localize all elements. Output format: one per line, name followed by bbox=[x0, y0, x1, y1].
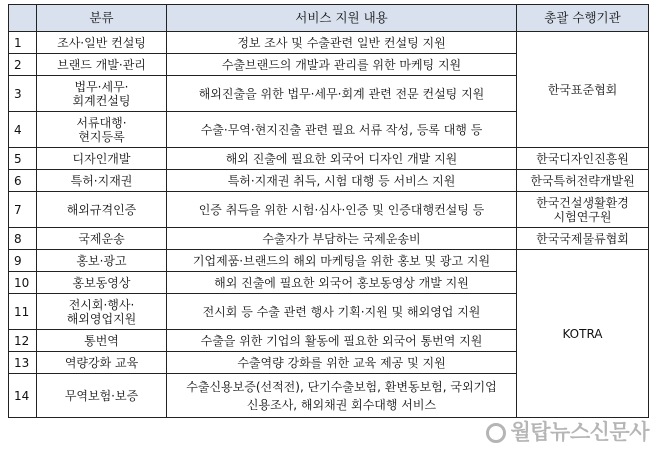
table-row bbox=[9, 250, 649, 272]
row-content: 인증 취득을 위한 시험·심사·인증 및 인증대행컨설팅 등 bbox=[167, 192, 517, 228]
row-category: 홍보·광고 bbox=[37, 250, 167, 272]
row-content: 수출브랜드의 개발과 관리를 위한 마케팅 지원 bbox=[167, 54, 517, 76]
row-content: 해외 진출에 필요한 외국어 홍보동영상 개발 지원 bbox=[167, 272, 517, 294]
row-category: 역량강화 교육 bbox=[37, 352, 167, 374]
row-agency: 한국디자인진흥원 bbox=[517, 148, 649, 170]
row-category: 통번역 bbox=[37, 330, 167, 352]
row-content: 수출자가 부담하는 국제운송비 bbox=[167, 228, 517, 250]
header-content: 서비스 지원 내용 bbox=[167, 5, 517, 32]
row-category-line-1: 서류대행· bbox=[76, 115, 127, 130]
row-category-line-1: 법무·세무· bbox=[74, 79, 129, 94]
row-content-line-1: 수출신용보증(선적전), 단기수출보험, 환변동보험, 국외기업 bbox=[186, 379, 497, 394]
row-number: 8 bbox=[9, 228, 37, 250]
row-agency-line-1: 한국건설생활환경 bbox=[536, 195, 629, 210]
row-content bbox=[167, 374, 517, 418]
row-category-line-2: 해외영업지원 bbox=[66, 311, 137, 326]
row-content: 기업제품·브랜드의 해외 마케팅을 위한 홍보 및 광고 지원 bbox=[167, 250, 517, 272]
row-category-line-1: 전시회·행사· bbox=[68, 297, 135, 312]
row-category: 해외규격인증 bbox=[37, 192, 167, 228]
row-category: 조사·일반 컨설팅 bbox=[37, 32, 167, 54]
row-category: 브랜드 개발·관리 bbox=[37, 54, 167, 76]
row-number: 9 bbox=[9, 250, 37, 272]
header-agency: 총괄 수행기관 bbox=[517, 5, 649, 32]
row-agency: 한국국제물류협회 bbox=[517, 228, 649, 250]
row-number: 7 bbox=[9, 192, 37, 228]
service-support-table bbox=[8, 4, 649, 418]
watermark-logo-icon bbox=[486, 423, 506, 443]
row-number: 4 bbox=[9, 112, 37, 148]
row-content: 해외진출을 위한 법무·세무·회계 관련 전문 컨설팅 지원 bbox=[167, 76, 517, 112]
row-number: 13 bbox=[9, 352, 37, 374]
row-number: 12 bbox=[9, 330, 37, 352]
row-category: 홍보동영상 bbox=[37, 272, 167, 294]
watermark bbox=[486, 416, 649, 446]
row-number: 10 bbox=[9, 272, 37, 294]
row-agency-line-2: 시험연구원 bbox=[553, 209, 612, 224]
row-number: 14 bbox=[9, 374, 37, 418]
table-row bbox=[9, 228, 649, 250]
row-category: 국제운송 bbox=[37, 228, 167, 250]
row-content: 수출역량 강화를 위한 교육 제공 및 지원 bbox=[167, 352, 517, 374]
header-category: 분류 bbox=[37, 5, 167, 32]
table-row bbox=[9, 32, 649, 54]
row-category: 무역보험·보증 bbox=[37, 374, 167, 418]
row-number: 1 bbox=[9, 32, 37, 54]
row-content-line-2: 신용조사, 해외채권 회수대행 서비스 bbox=[246, 397, 437, 412]
row-agency: 한국표준협회 bbox=[517, 32, 649, 148]
row-category: 특허·지재권 bbox=[37, 170, 167, 192]
row-category bbox=[37, 112, 167, 148]
row-agency: KOTRA bbox=[517, 250, 649, 418]
row-content: 수출을 위한 기업의 활동에 필요한 외국어 통번역 지원 bbox=[167, 330, 517, 352]
table-header-row bbox=[9, 5, 649, 32]
row-content: 수출·무역·현지진출 관련 필요 서류 작성, 등록 대행 등 bbox=[167, 112, 517, 148]
row-content: 해외 진출에 필요한 외국어 디자인 개발 지원 bbox=[167, 148, 517, 170]
row-agency: 한국특허전략개발원 bbox=[517, 170, 649, 192]
row-category-line-2: 회계컨설팅 bbox=[72, 93, 131, 108]
table-row bbox=[9, 170, 649, 192]
row-number: 11 bbox=[9, 294, 37, 330]
row-category bbox=[37, 294, 167, 330]
header-number bbox=[9, 5, 37, 32]
row-agency bbox=[517, 192, 649, 228]
row-content: 특허·지재권 취득, 시험 대행 등 서비스 지원 bbox=[167, 170, 517, 192]
row-content: 전시회 등 수출 관련 행사 기획·지원 및 해외영업 지원 bbox=[167, 294, 517, 330]
row-category: 디자인개발 bbox=[37, 148, 167, 170]
row-content: 정보 조사 및 수출관련 일반 컨설팅 지원 bbox=[167, 32, 517, 54]
row-category bbox=[37, 76, 167, 112]
watermark-text: 월탑뉴스신문사 bbox=[510, 420, 649, 444]
row-number: 3 bbox=[9, 76, 37, 112]
row-category-line-2: 현지등록 bbox=[78, 129, 125, 144]
table-row bbox=[9, 148, 649, 170]
table-row bbox=[9, 192, 649, 228]
row-number: 5 bbox=[9, 148, 37, 170]
row-number: 6 bbox=[9, 170, 37, 192]
row-number: 2 bbox=[9, 54, 37, 76]
